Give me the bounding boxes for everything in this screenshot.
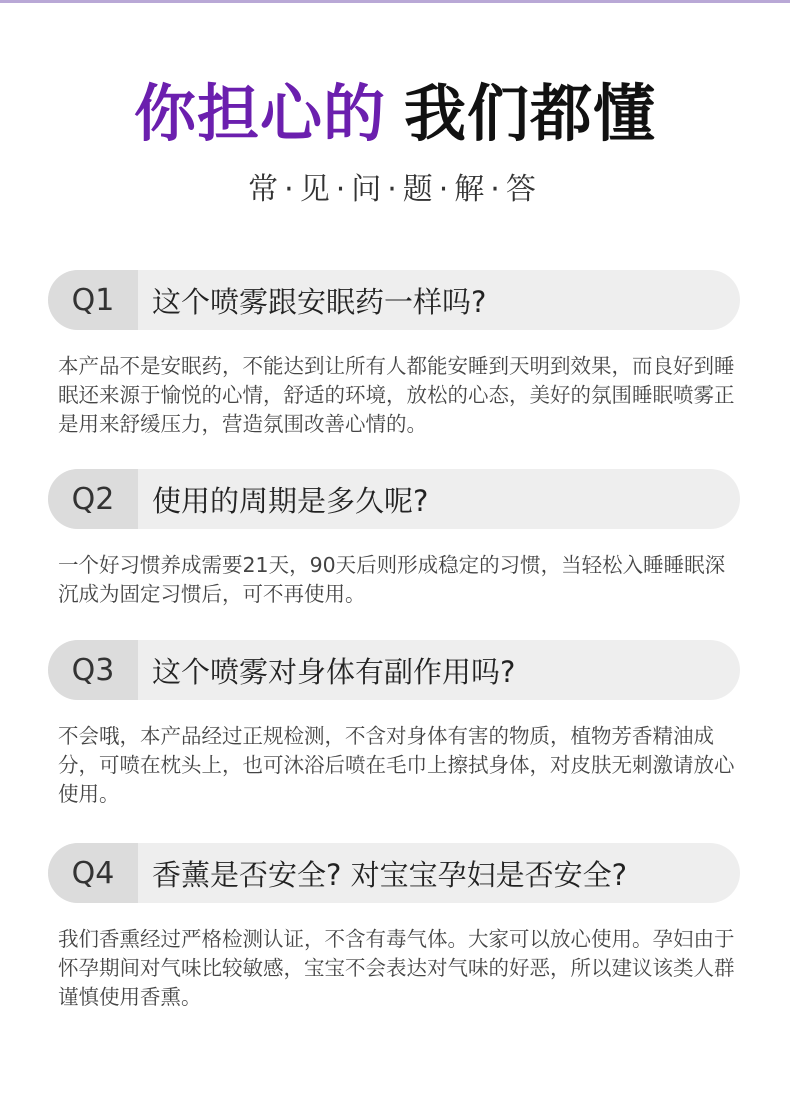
answer-text: 我们香熏经过严格检测认证，不含有毒气体。大家可以放心使用。孕妇由于怀孕期间对气味比较敏感，宝宝不会表达对气味的好恶，所以建议该类人群谨慎使用香熏。 xyxy=(58,927,735,1009)
faq-item-4 xyxy=(48,843,740,1012)
question-bar xyxy=(48,640,740,700)
title-black: 我们都懂 xyxy=(404,77,657,150)
question-bar xyxy=(48,270,740,330)
answer-text: 本产品不是安眠药，不能达到让所有人都能安睡到天明到效果，而良好到睡眠还来源于愉悦的心情，舒适的环境，放松的心态，美好的氛围睡眠喷雾正是用来舒缓压力，营造氛围改善心情的。 xyxy=(58,354,735,436)
title-purple: 你担心的 xyxy=(133,77,386,150)
question-number: Q3 xyxy=(48,640,138,700)
question-number: Q1 xyxy=(48,270,138,330)
faq-item-2 xyxy=(48,469,740,609)
faq-item-1 xyxy=(48,270,740,439)
top-divider xyxy=(0,0,790,3)
question-bar xyxy=(48,843,740,903)
question-text: 使用的周期是多久呢? xyxy=(152,483,429,518)
question-text: 香薰是否安全? 对宝宝孕妇是否安全? xyxy=(152,857,628,892)
question-bar xyxy=(48,469,740,529)
question-number: Q4 xyxy=(48,843,138,903)
page-subtitle: 常·见·问·题·解·答 xyxy=(248,172,542,207)
question-text: 这个喷雾对身体有副作用吗? xyxy=(152,654,516,689)
answer-text: 不会哦，本产品经过正规检测，不含对身体有害的物质，植物芳香精油成分，可喷在枕头上，也可沐浴后喷在毛巾上擦拭身体，对皮肤无刺激请放心使用。 xyxy=(58,724,735,806)
question-text: 这个喷雾跟安眠药一样吗? xyxy=(152,284,487,319)
answer-text: 一个好习惯养成需要21天，90天后则形成稳定的习惯，当轻松入睡睡眠深沉成为固定习惯后，可不再使用。 xyxy=(58,553,726,606)
faq-item-3 xyxy=(48,640,740,809)
question-number: Q2 xyxy=(48,469,138,529)
page-title xyxy=(0,78,790,150)
